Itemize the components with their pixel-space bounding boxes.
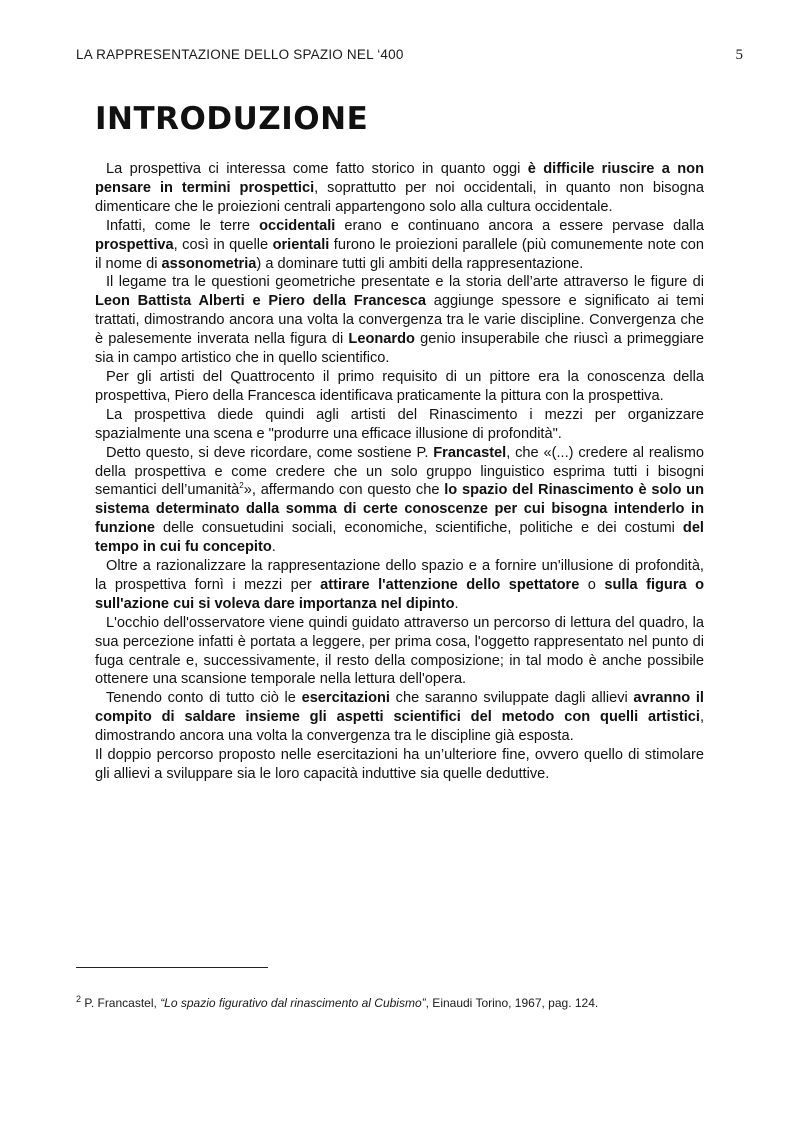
text-segment: La prospettiva ci interessa come fatto storico in quanto oggi [106,161,528,177]
footnote-reference: 2 [239,481,244,491]
emphasized-text: occidentali [259,217,336,234]
text-segment: aggiunge spessore e significato ai temi trattati, dimostrando ancora una volta la convergenza tra le varie discipline. Convergenza che è palesemente inverata nella figura di [95,293,705,348]
text-segment: o [579,576,605,593]
text-segment: Il legame tra le questioni geometriche presentate e la storia dell’arte attraverso le figure di [106,274,704,291]
running-header: LA RAPPRESENTAZIONE DELLO SPAZIO NEL ‘400 [76,47,404,62]
emphasized-text: del tempo in cui fu concepito [95,520,704,556]
footnote [76,995,726,1011]
emphasized-text: prospettiva [95,236,174,253]
text-segment: , soprattutto per noi occidentali, in quanto non bisogna dimenticare che le proiezioni centrali appartengono solo alla cultura occidentale. [95,179,704,215]
footnote-work-title: “Lo spazio figurativo dal rinascimento al Cubismo” [160,996,426,1010]
body-text [95,160,704,784]
text-segment: . [271,539,276,556]
text-segment: furono le proiezioni parallele (più comunemente note con il nome di [95,236,704,272]
paragraph [95,160,704,217]
text-segment: genio insuperabile che riuscì a primeggiare sia in campo artistico che in quello scientifico. [95,331,704,367]
footnote-divider [76,967,268,968]
emphasized-text: Leon Battista Alberti e Piero della Francesca [95,293,426,310]
footnote-author: P. Francastel, [84,996,161,1010]
text-segment: Oltre a razionalizzare la rappresentazione dello spazio e a fornire un'illusione di profondità, la prospettiva fornì i mezzi per [95,558,704,593]
text-segment: Il doppio percorso proposto nelle esercitazioni ha un’ulteriore fine, ovvero quello di stimolare gli allievi a sviluppare sia le loro capacità induttive sia quelle deduttive. [95,747,704,782]
text-segment: ) a dominare tutti gli ambiti della rappresentazione. [256,255,584,272]
emphasized-text: Leonardo [348,331,415,348]
footnote-publication: , Einaudi Torino, 1967, pag. 124. [425,996,599,1010]
text-segment: erano e continuano ancora a essere pervase dalla [335,217,704,234]
text-segment: Infatti, come le terre [106,217,260,234]
paragraph [95,746,704,784]
page-number: 5 [735,47,743,63]
paragraph [95,689,704,746]
emphasized-text: esercitazioni [301,690,390,707]
emphasized-text: attirare l'attenzione dello spettatore [320,576,580,593]
footnote-marker: 2 [76,994,82,1004]
emphasized-text: avranno il compito di saldare insieme gli aspetti scientifici del metodo con quelli artistici [95,690,704,726]
text-segment: Per gli artisti del Quattrocento il primo requisito di un pittore era la conoscenza della prospettiva, Piero della Francesca identificava praticamente la pittura con la prospettiva. [95,368,704,404]
emphasized-text: sulla figura o sull'azione cui si voleva dare importanza nel dipinto [95,576,705,612]
text-segment: che saranno sviluppate dagli allievi [390,690,634,707]
paragraph [95,217,704,274]
paragraph [95,273,704,368]
text-segment: , che «(...) credere al realismo della prospettiva e come credere che un solo gruppo linguistico esprima tutti i bisogni semantici dell’umanità [95,444,704,499]
text-segment: Detto questo, si deve ricordare, come sostiene P. [106,444,434,461]
paragraph [95,614,704,690]
emphasized-text: Francastel [433,444,507,461]
paragraph [95,557,704,614]
emphasized-text: assonometria [161,255,257,272]
emphasized-text: lo spazio del Rinascimento è solo un sistema determinato dalla somma di certe conoscenze per cui bisogna intenderlo in funzione [95,482,704,537]
text-segment: La prospettiva diede quindi agli artisti del Rinascimento i mezzi per organizzare spazialmente una scena e "produrre una efficace illusione di profondità". [95,406,704,442]
paragraph [95,406,704,444]
emphasized-text: è difficile riuscire a non pensare in termini prospettici [95,161,705,196]
text-segment: », affermando con questo che [243,482,445,499]
paragraph [95,368,704,406]
text-segment: L'occhio dell'osservatore viene quindi guidato attraverso un percorso di lettura del quadro, la sua percezione infatti è portata a leggere, per prima cosa, l'oggetto rappresentato nel punto di fuga centrale e, successivamente, il resto della composizione; in tal modo è anche possibile ottenere una scansione temporale nella lettura dell'opera. [95,614,704,688]
text-segment: . [454,595,459,612]
text-segment: delle consuetudini sociali, economiche, scientifiche, politiche e dei costumi [155,520,683,537]
page-title: INTRODUZIONE [95,101,369,137]
text-segment: , così in quelle [173,236,273,253]
emphasized-text: orientali [272,236,330,253]
text-segment: , dimostrando ancora una volta la convergenza tra le discipline già esposta. [95,709,704,745]
paragraph [95,444,704,557]
text-segment: Tenendo conto di tutto ciò le [106,690,302,707]
